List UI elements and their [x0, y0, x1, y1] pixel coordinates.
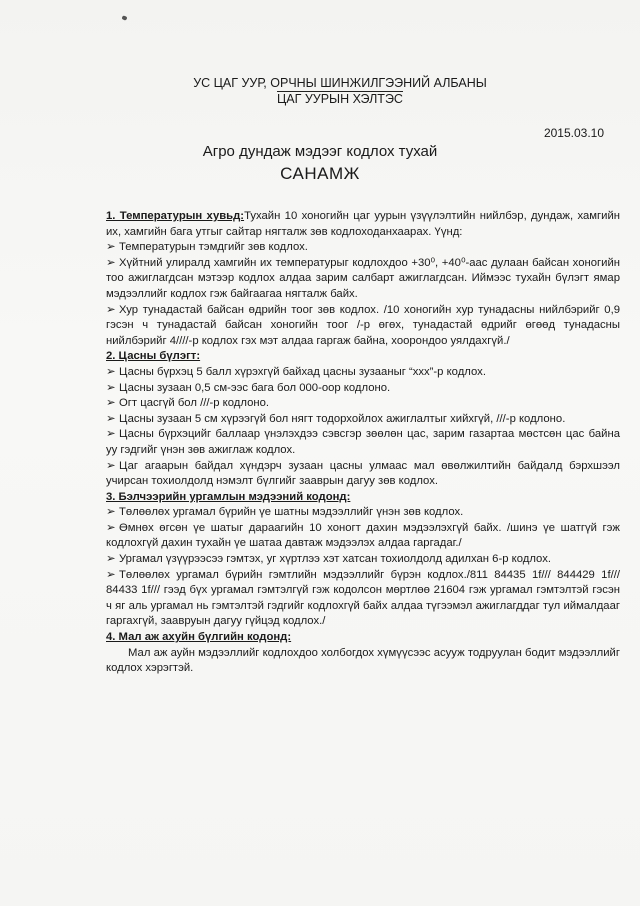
document-title: САНАМЖ — [280, 164, 360, 183]
list-item: ➢ Температурын тэмдгийг зөв кодлох. — [106, 240, 620, 256]
arrow-bullet-icon: ➢ — [106, 256, 116, 269]
arrow-bullet-icon: ➢ — [106, 521, 116, 534]
section-1-intro-text: Тухайн 10 хоногийн цаг уурын үзүүлэлтийн нийлбэр, дундаж, хамгийн их, хамгийн бага утгыг сайтар нягталж зөв кодлоходанхаарах. Үүнд: — [106, 210, 620, 238]
arrow-bullet-icon: ➢ — [106, 365, 116, 378]
list-item: ➢ Өмнөх өгсөн үе шатыг дараагийн 10 хоногт дахин мэдээлэхгүй байх. /шинэ үе шатгүй гэж кодлохгүй дахин тухайн үе шатаа давтаж мэдээлэх алдаа гаргадаг./ — [106, 521, 620, 550]
arrow-bullet-icon: ➢ — [106, 428, 116, 441]
section-2-heading: 2. Цасны бүлэгт: — [106, 350, 201, 363]
section-2-heading-line — [106, 349, 620, 365]
arrow-bullet-icon: ➢ — [106, 303, 116, 316]
document-body — [106, 209, 620, 677]
section-4-heading-line — [106, 630, 620, 646]
list-item: ➢ Төлөөлөх ургамал бүрийн үе шатны мэдээллийг үнэн зөв кодлох. — [106, 505, 620, 521]
document-date: 2015.03.10 — [543, 126, 604, 140]
arrow-bullet-icon: ➢ — [106, 412, 116, 425]
section-1-heading: 1. Температурын хувьд: — [106, 210, 245, 222]
section-1-intro — [106, 209, 620, 240]
section-4-heading: 4. Мал аж ахуйн бүлгийн кодонд: — [106, 631, 292, 644]
list-item: ➢ Хүйтний улиралд хамгийн их температурыг кодлохдоо +30⁰, +40⁰-аас дулаан байсан хоногийн тоо ажиглагдсан мэтээр кодлох алдаа зарим салбарт ажиглагдсан. Иймээс тухайн бүлэгт ямар мэдээллийг кодлох гэж байгаагаа нягталж байх. — [106, 256, 620, 300]
header-department: ЦАГ УУРЫН ХЭЛТЭС — [277, 92, 403, 106]
arrow-bullet-icon: ➢ — [106, 568, 116, 581]
list-item: ➢ Ургамал үзүүрээсээ гэмтэх, уг хүртлээ хэт хатсан тохиолдолд адилхан 6-р кодлох. — [106, 552, 620, 568]
list-item: ➢ Цасны бүрхэцийг баллаар үнэлэхдээ сэвсгэр зөөлөн цас, зарим газартаа мөстсөн цас байна уу гэдгийг үнэн зөв ажиглаж кодлох. — [106, 428, 620, 456]
list-item: ➢ Цасны зузаан 0,5 см-ээс бага бол 000-оор кодлоно. — [106, 381, 620, 397]
arrow-bullet-icon: ➢ — [106, 506, 116, 519]
section-3-heading-line — [106, 490, 620, 506]
section-3-heading: 3. Бэлчээрийн ургамлын мэдээний кодонд: — [106, 490, 351, 503]
list-item: ➢ Цаг агаарын байдал хүндэрч зузаан цасны улмаас мал өвөлжилтийн байдалд бэрхшээл учирсан тохиолдолд нэмэлт бүлгийг зааврын дагуу зөв кодлох. — [106, 459, 620, 488]
scan-speck — [121, 15, 127, 21]
arrow-bullet-icon: ➢ — [106, 381, 116, 394]
list-item: ➢ Хур тунадастай байсан өдрийн тоог зөв кодлох. /10 хоногийн хур тунадасны нийлбэрийг 0,9 гэсэн ч тунадастай байсан хоногийн тоог /-р өгөх, тунадастай өдрийг өгөөд тунадасны нийлбэрийг 4////-р кодлох гэх мэт алдаа гаргаж байна, хоорондоо уялдахгүй./ — [106, 303, 620, 347]
list-item: ➢ Цасны бүрхэц 5 балл хүрэхгүй байхад цасны зузааныг “ххх”-р кодлох. — [106, 365, 620, 381]
arrow-bullet-icon: ➢ — [106, 397, 116, 410]
document-header — [150, 76, 530, 107]
list-item: ➢ Төлөөлөх ургамал бүрийн гэмтлийн мэдээллийг бүрэн кодлох./811 84435 1f/// 844429 1f/// 84433 1f/// гээд бүх ургамал гэмтэлгүй гэж кодолсон мөртлөө 21604 гэж ургамал гэмтэлтэй гэсэн ч яг аль ургамал нь гэмтэлтэй гэдгийг кодлохгүй байх алдаа түгээмэл ажиглагддаг тул иймалдааг гаргахгүй, заавруын дагуу гүйцэд кодлох./ — [106, 568, 620, 628]
document-subtitle: Агро дундаж мэдээг кодлох тухай — [202, 143, 438, 160]
list-item: ➢ Огт цасгүй бол ///-р кодлоно. — [106, 396, 620, 412]
list-item: ➢ Цасны зузаан 5 см хүрээгүй бол нягт тодорхойлох ажиглалтыг хийхгүй, ///-р кодлоно. — [106, 412, 620, 428]
section-4-text: Мал аж ауйн мэдээллийг кодлохдоо холбогдох хүмүүсээс асууж тодруулан бодит мэдээллийг кодлох хэрэгтэй. — [106, 646, 620, 675]
header-organization: УС ЦАГ УУР, ОРЧНЫ ШИНЖИЛГЭЭНИЙ АЛБАНЫ — [193, 76, 487, 90]
arrow-bullet-icon: ➢ — [106, 459, 116, 472]
arrow-bullet-icon: ➢ — [106, 553, 116, 566]
arrow-bullet-icon: ➢ — [106, 241, 116, 254]
